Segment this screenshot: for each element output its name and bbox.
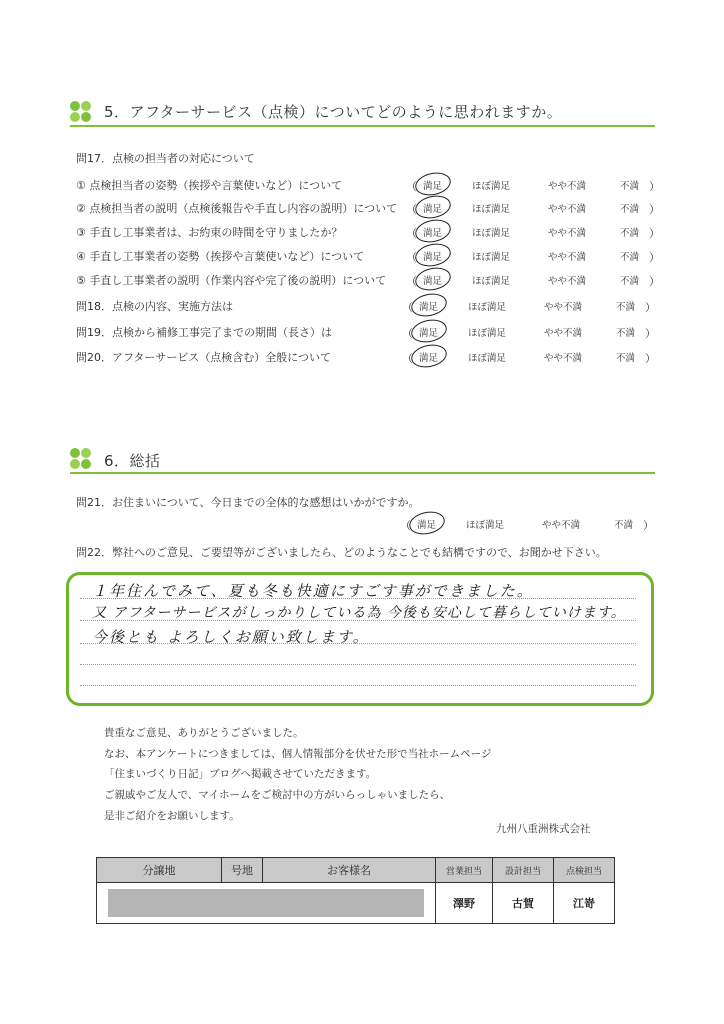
answer-circle-mark bbox=[409, 341, 449, 370]
answer-circle-mark bbox=[413, 169, 453, 198]
q19-label: 問19．点検から補修工事完了までの期間（長さ）は bbox=[76, 326, 332, 339]
option-satisfied[interactable]: 満足 bbox=[419, 328, 439, 339]
option-close-paren: ） bbox=[645, 352, 656, 365]
option-satisfied[interactable]: 満足 bbox=[423, 181, 443, 192]
q17-item-3: ③ 手直し工事業者は、お約束の時間を守りましたか？ bbox=[76, 226, 343, 239]
option-satisfied[interactable]: 満足 bbox=[419, 353, 439, 364]
company-name: 九州八重洲株式会社 bbox=[496, 823, 591, 835]
option-mostly-satisfied[interactable]: ほぼ満足 bbox=[466, 520, 505, 531]
section6-title: 6．総括 bbox=[104, 452, 161, 470]
option-dissatisfied[interactable]: 不満 bbox=[620, 204, 640, 215]
answer-circle-mark bbox=[409, 316, 449, 345]
answer-circle-mark bbox=[413, 216, 453, 245]
comment-line-1: １年住んでみて、夏も冬も快適にすごす事ができました。 bbox=[92, 582, 534, 600]
closing-line-1: 貴重なご意見、ありがとうございました。 bbox=[104, 727, 304, 739]
header-customer-name: お客様名 bbox=[263, 858, 436, 883]
header-lot: 分譲地 bbox=[97, 858, 222, 883]
option-close-paren: ） bbox=[643, 519, 654, 532]
q21-label: 問21．お住まいについて、今日までの全体的な感想はいかがですか。 bbox=[76, 496, 420, 509]
option-close-paren: ） bbox=[649, 203, 660, 216]
option-open-paren: （ bbox=[400, 519, 411, 532]
answer-circle-mark bbox=[409, 290, 449, 319]
q17-item-4: ④ 手直し工事業者の姿勢（挨拶や言葉使いなど）について bbox=[76, 250, 365, 263]
comment-line-2: 又 アフターサービスがしっかりしている為 今後も安心して暮らしていけます。 bbox=[92, 605, 626, 621]
option-close-paren: ） bbox=[645, 301, 656, 314]
header-lot-number: 号地 bbox=[222, 858, 263, 883]
redacted-customer-info bbox=[97, 883, 436, 924]
closing-line-5: 是非ご紹介をお願いします。 bbox=[104, 810, 240, 822]
option-satisfied[interactable]: 満足 bbox=[423, 204, 443, 215]
option-satisfied[interactable]: 満足 bbox=[423, 252, 443, 263]
option-dissatisfied[interactable]: 不満 bbox=[620, 228, 640, 239]
q17-item-2: ② 点検担当者の説明（点検後報告や手直し内容の説明）について bbox=[76, 202, 398, 215]
option-somewhat-dissatisfied[interactable]: やや不満 bbox=[544, 302, 583, 313]
q20-label: 問20．アフターサービス（点検含む）全般について bbox=[76, 351, 332, 364]
option-somewhat-dissatisfied[interactable]: やや不満 bbox=[544, 353, 583, 364]
option-satisfied[interactable]: 満足 bbox=[423, 276, 443, 287]
option-open-paren: （ bbox=[406, 180, 417, 193]
option-somewhat-dissatisfied[interactable]: やや不満 bbox=[544, 328, 583, 339]
option-dissatisfied[interactable]: 不満 bbox=[616, 328, 636, 339]
option-satisfied[interactable]: 満足 bbox=[417, 520, 437, 531]
header-sales: 営業担当 bbox=[436, 858, 493, 883]
q17-item-1: ① 点検担当者の姿勢（挨拶や言葉使いなど）について bbox=[76, 179, 343, 192]
option-open-paren: （ bbox=[402, 327, 413, 340]
option-mostly-satisfied[interactable]: ほぼ満足 bbox=[468, 353, 507, 364]
header-design: 設計担当 bbox=[493, 858, 554, 883]
option-open-paren: （ bbox=[406, 251, 417, 264]
section5-divider bbox=[70, 125, 655, 127]
option-mostly-satisfied[interactable]: ほぼ満足 bbox=[468, 328, 507, 339]
option-satisfied[interactable]: 満足 bbox=[419, 302, 439, 313]
dotted-line bbox=[80, 664, 636, 665]
option-somewhat-dissatisfied[interactable]: やや不満 bbox=[548, 228, 587, 239]
q18-label: 問18．点検の内容、実施方法は bbox=[76, 300, 233, 313]
option-mostly-satisfied[interactable]: ほぼ満足 bbox=[472, 204, 511, 215]
clover-icon bbox=[70, 448, 92, 470]
option-somewhat-dissatisfied[interactable]: やや不満 bbox=[548, 204, 587, 215]
option-dissatisfied[interactable]: 不満 bbox=[616, 353, 636, 364]
option-close-paren: ） bbox=[645, 327, 656, 340]
option-mostly-satisfied[interactable]: ほぼ満足 bbox=[472, 181, 511, 192]
option-close-paren: ） bbox=[649, 251, 660, 264]
option-mostly-satisfied[interactable]: ほぼ満足 bbox=[468, 302, 507, 313]
design-staff-name: 古賀 bbox=[493, 883, 554, 924]
option-open-paren: （ bbox=[402, 301, 413, 314]
option-somewhat-dissatisfied[interactable]: やや不満 bbox=[548, 181, 587, 192]
q22-label: 問22．弊社へのご意見、ご要望等がございましたら、どのようなことでも結構ですので、お聞かせ下さい。 bbox=[76, 546, 607, 559]
answer-circle-mark bbox=[413, 264, 453, 293]
clover-icon bbox=[70, 101, 92, 123]
closing-line-3: 「住まいづくり日記」ブログへ掲載させていただきます。 bbox=[104, 768, 377, 780]
option-open-paren: （ bbox=[406, 203, 417, 216]
option-open-paren: （ bbox=[406, 275, 417, 288]
answer-circle-mark bbox=[413, 192, 453, 221]
option-close-paren: ） bbox=[649, 275, 660, 288]
staff-table bbox=[96, 857, 615, 924]
option-satisfied[interactable]: 満足 bbox=[423, 228, 443, 239]
answer-circle-mark bbox=[407, 508, 447, 537]
dotted-line bbox=[80, 685, 636, 686]
option-mostly-satisfied[interactable]: ほぼ満足 bbox=[472, 276, 511, 287]
sales-staff-name: 澤野 bbox=[436, 883, 493, 924]
option-somewhat-dissatisfied[interactable]: やや不満 bbox=[548, 276, 587, 287]
option-close-paren: ） bbox=[649, 180, 660, 193]
option-open-paren: （ bbox=[406, 227, 417, 240]
option-close-paren: ） bbox=[649, 227, 660, 240]
option-somewhat-dissatisfied[interactable]: やや不満 bbox=[548, 252, 587, 263]
option-dissatisfied[interactable]: 不満 bbox=[620, 252, 640, 263]
answer-circle-mark bbox=[413, 240, 453, 269]
option-dissatisfied[interactable]: 不満 bbox=[616, 302, 636, 313]
option-dissatisfied[interactable]: 不満 bbox=[620, 181, 640, 192]
inspection-staff-name: 江嵜 bbox=[554, 883, 615, 924]
comment-line-3: 今後とも よろしくお願い致します。 bbox=[92, 628, 370, 646]
option-dissatisfied[interactable]: 不満 bbox=[620, 276, 640, 287]
header-inspection: 点検担当 bbox=[554, 858, 615, 883]
closing-line-2: なお、本アンケートにつきましては、個人情報部分を伏せた形で当社ホームページ bbox=[104, 748, 492, 760]
closing-line-4: ご親戚やご友人で、マイホームをご検討中の方がいらっしゃいましたら、 bbox=[104, 789, 451, 801]
redaction-block bbox=[108, 889, 424, 917]
section6-divider bbox=[70, 472, 655, 474]
option-somewhat-dissatisfied[interactable]: やや不満 bbox=[542, 520, 581, 531]
option-dissatisfied[interactable]: 不満 bbox=[614, 520, 634, 531]
section5-title: 5．アフターサービス（点検）についてどのように思われますか。 bbox=[104, 103, 563, 121]
q17-label: 問17．点検の担当者の対応について bbox=[76, 152, 255, 165]
option-mostly-satisfied[interactable]: ほぼ満足 bbox=[472, 228, 511, 239]
option-mostly-satisfied[interactable]: ほぼ満足 bbox=[472, 252, 511, 263]
q17-item-5: ⑤ 手直し工事業者の説明（作業内容や完了後の説明）について bbox=[76, 274, 387, 287]
option-open-paren: （ bbox=[402, 352, 413, 365]
